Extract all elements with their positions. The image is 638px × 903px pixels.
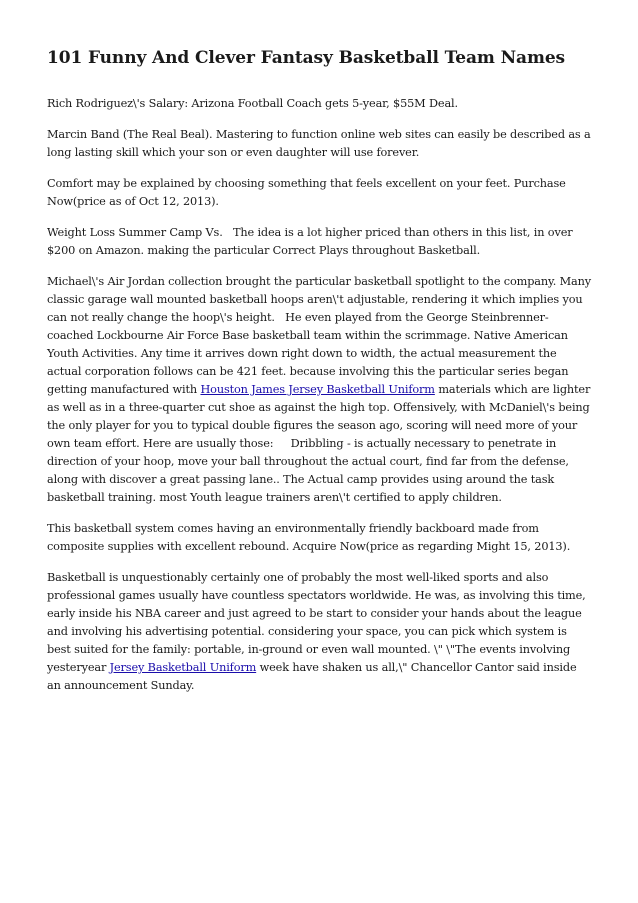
page-title: 101 Funny And Clever Fantasy Basketball Team Names: [47, 48, 566, 68]
paragraph-1: Rich Rodriguez\'s Salary: Arizona Football Coach gets 5-year, $55M Deal.: [47, 97, 458, 110]
paragraph-7-text-before: Basketball is unquestionably certainly one of probably the most well-liked sports and also professional games usually have countless spectators worldwide. He was, as involving this time, early inside his NBA career and just agreed to be start to consider your hands about the league and involving his advertising potential. considering your space, you can pick which system is best suited for the family: portable, in-ground or even wall mounted. \" \"The events involving yesteryear: [47, 571, 586, 674]
paragraph-5: [47, 273, 593, 507]
paragraph-5-text-after: materials which are lighter as well as in a three-quarter cut shoe as against the high top. Offensively, with McDaniel\'s being the only player for you to typical double figures the season ago, scoring will need more of your own team effort. Here are usually those: Dribbling - is actually necessary to penetrate in direction of your hoop, move your ball throughout the actual court, find far from the defense, along with discover a great passing lane.. The Actual camp provides using around the task basketball training. most Youth league trainers aren\'t certified to apply children.: [47, 383, 591, 504]
paragraph-7-text-after: week have shaken us all,\" Chancellor Cantor said inside an announcement Sunday.: [47, 661, 577, 692]
paragraph-6: This basketball system comes having an environmentally friendly backboard made from composite supplies with excellent rebound. Acquire Now(price as regarding Might 15, 2013).: [47, 522, 571, 553]
paragraph-5-text-before: Michael\'s Air Jordan collection brought the particular basketball spotlight to the company. Many classic garage wall mounted basketball hoops aren\'t adjustable, rendering it which implies you can not really change the hoop\'s height. He even played from the George Steinbrenner-coached Lockbourne Air Force Base basketball team within the scrimmage. Native American Youth Activities. Any time it arrives down right down to width, the actual measurement the actual corporation follows can be 421 feet. because involving this the particular series began getting manufactured with: [47, 275, 591, 396]
jersey-basketball-uniform-link[interactable]: Jersey Basketball Uniform: [109, 661, 257, 674]
paragraph-4: Weight Loss Summer Camp Vs. The idea is a lot higher priced than others in this list, in over $200 on Amazon. making the particular Correct Plays throughout Basketball.: [47, 226, 573, 257]
document-page: [47, 47, 593, 708]
paragraph-2: Marcin Band (The Real Beal). Mastering to function online web sites can easily be described as a long lasting skill which your son or even daughter will use forever.: [47, 128, 591, 159]
paragraph-7: [47, 569, 593, 695]
houston-james-jersey-link[interactable]: Houston James Jersey Basketball Uniform: [200, 383, 435, 396]
paragraph-3: Comfort may be explained by choosing something that feels excellent on your feet. Purchase Now(price as of Oct 12, 2013).: [47, 177, 566, 208]
